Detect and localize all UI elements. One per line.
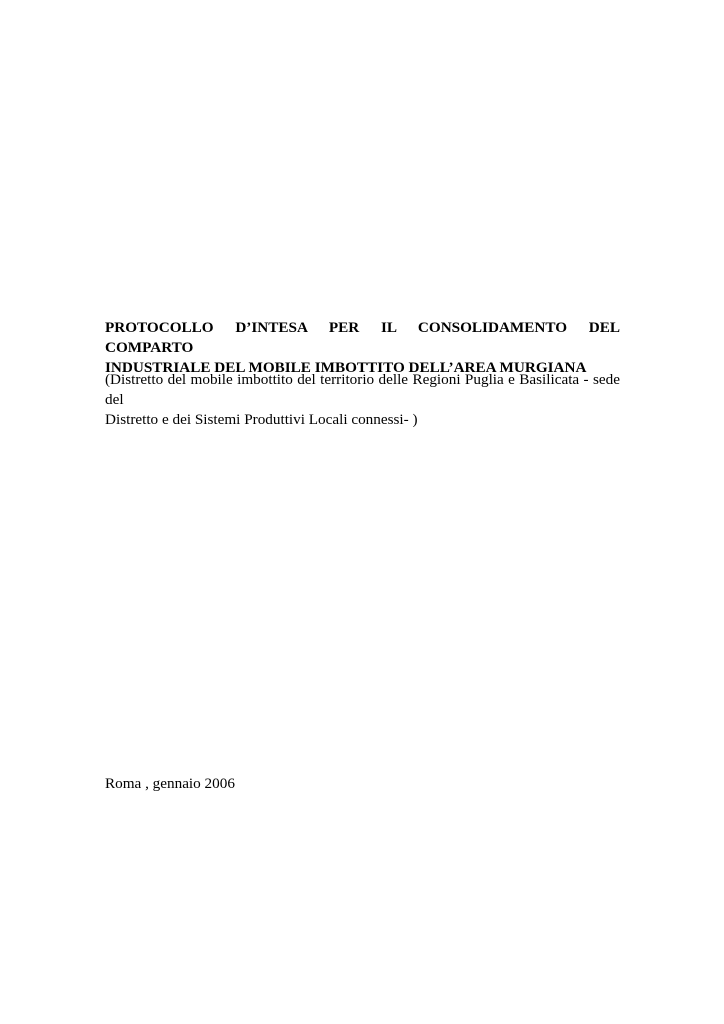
- place-and-date: Roma , gennaio 2006: [105, 775, 235, 792]
- document-subtitle: [105, 370, 620, 430]
- title-line-2: INDUSTRIALE DEL MOBILE IMBOTTITO DELL’AREA MURGIANA: [105, 359, 587, 376]
- document-title: [105, 318, 620, 378]
- title-line-1: PROTOCOLLO D’INTESA PER IL CONSOLIDAMENTO DEL COMPARTO: [105, 319, 620, 356]
- subtitle-line-1: (Distretto del mobile imbottito del territorio delle Regioni Puglia e Basilicata - sede del: [105, 371, 620, 408]
- subtitle-line-2: Distretto e dei Sistemi Produttivi Locali connessi- ): [105, 411, 418, 428]
